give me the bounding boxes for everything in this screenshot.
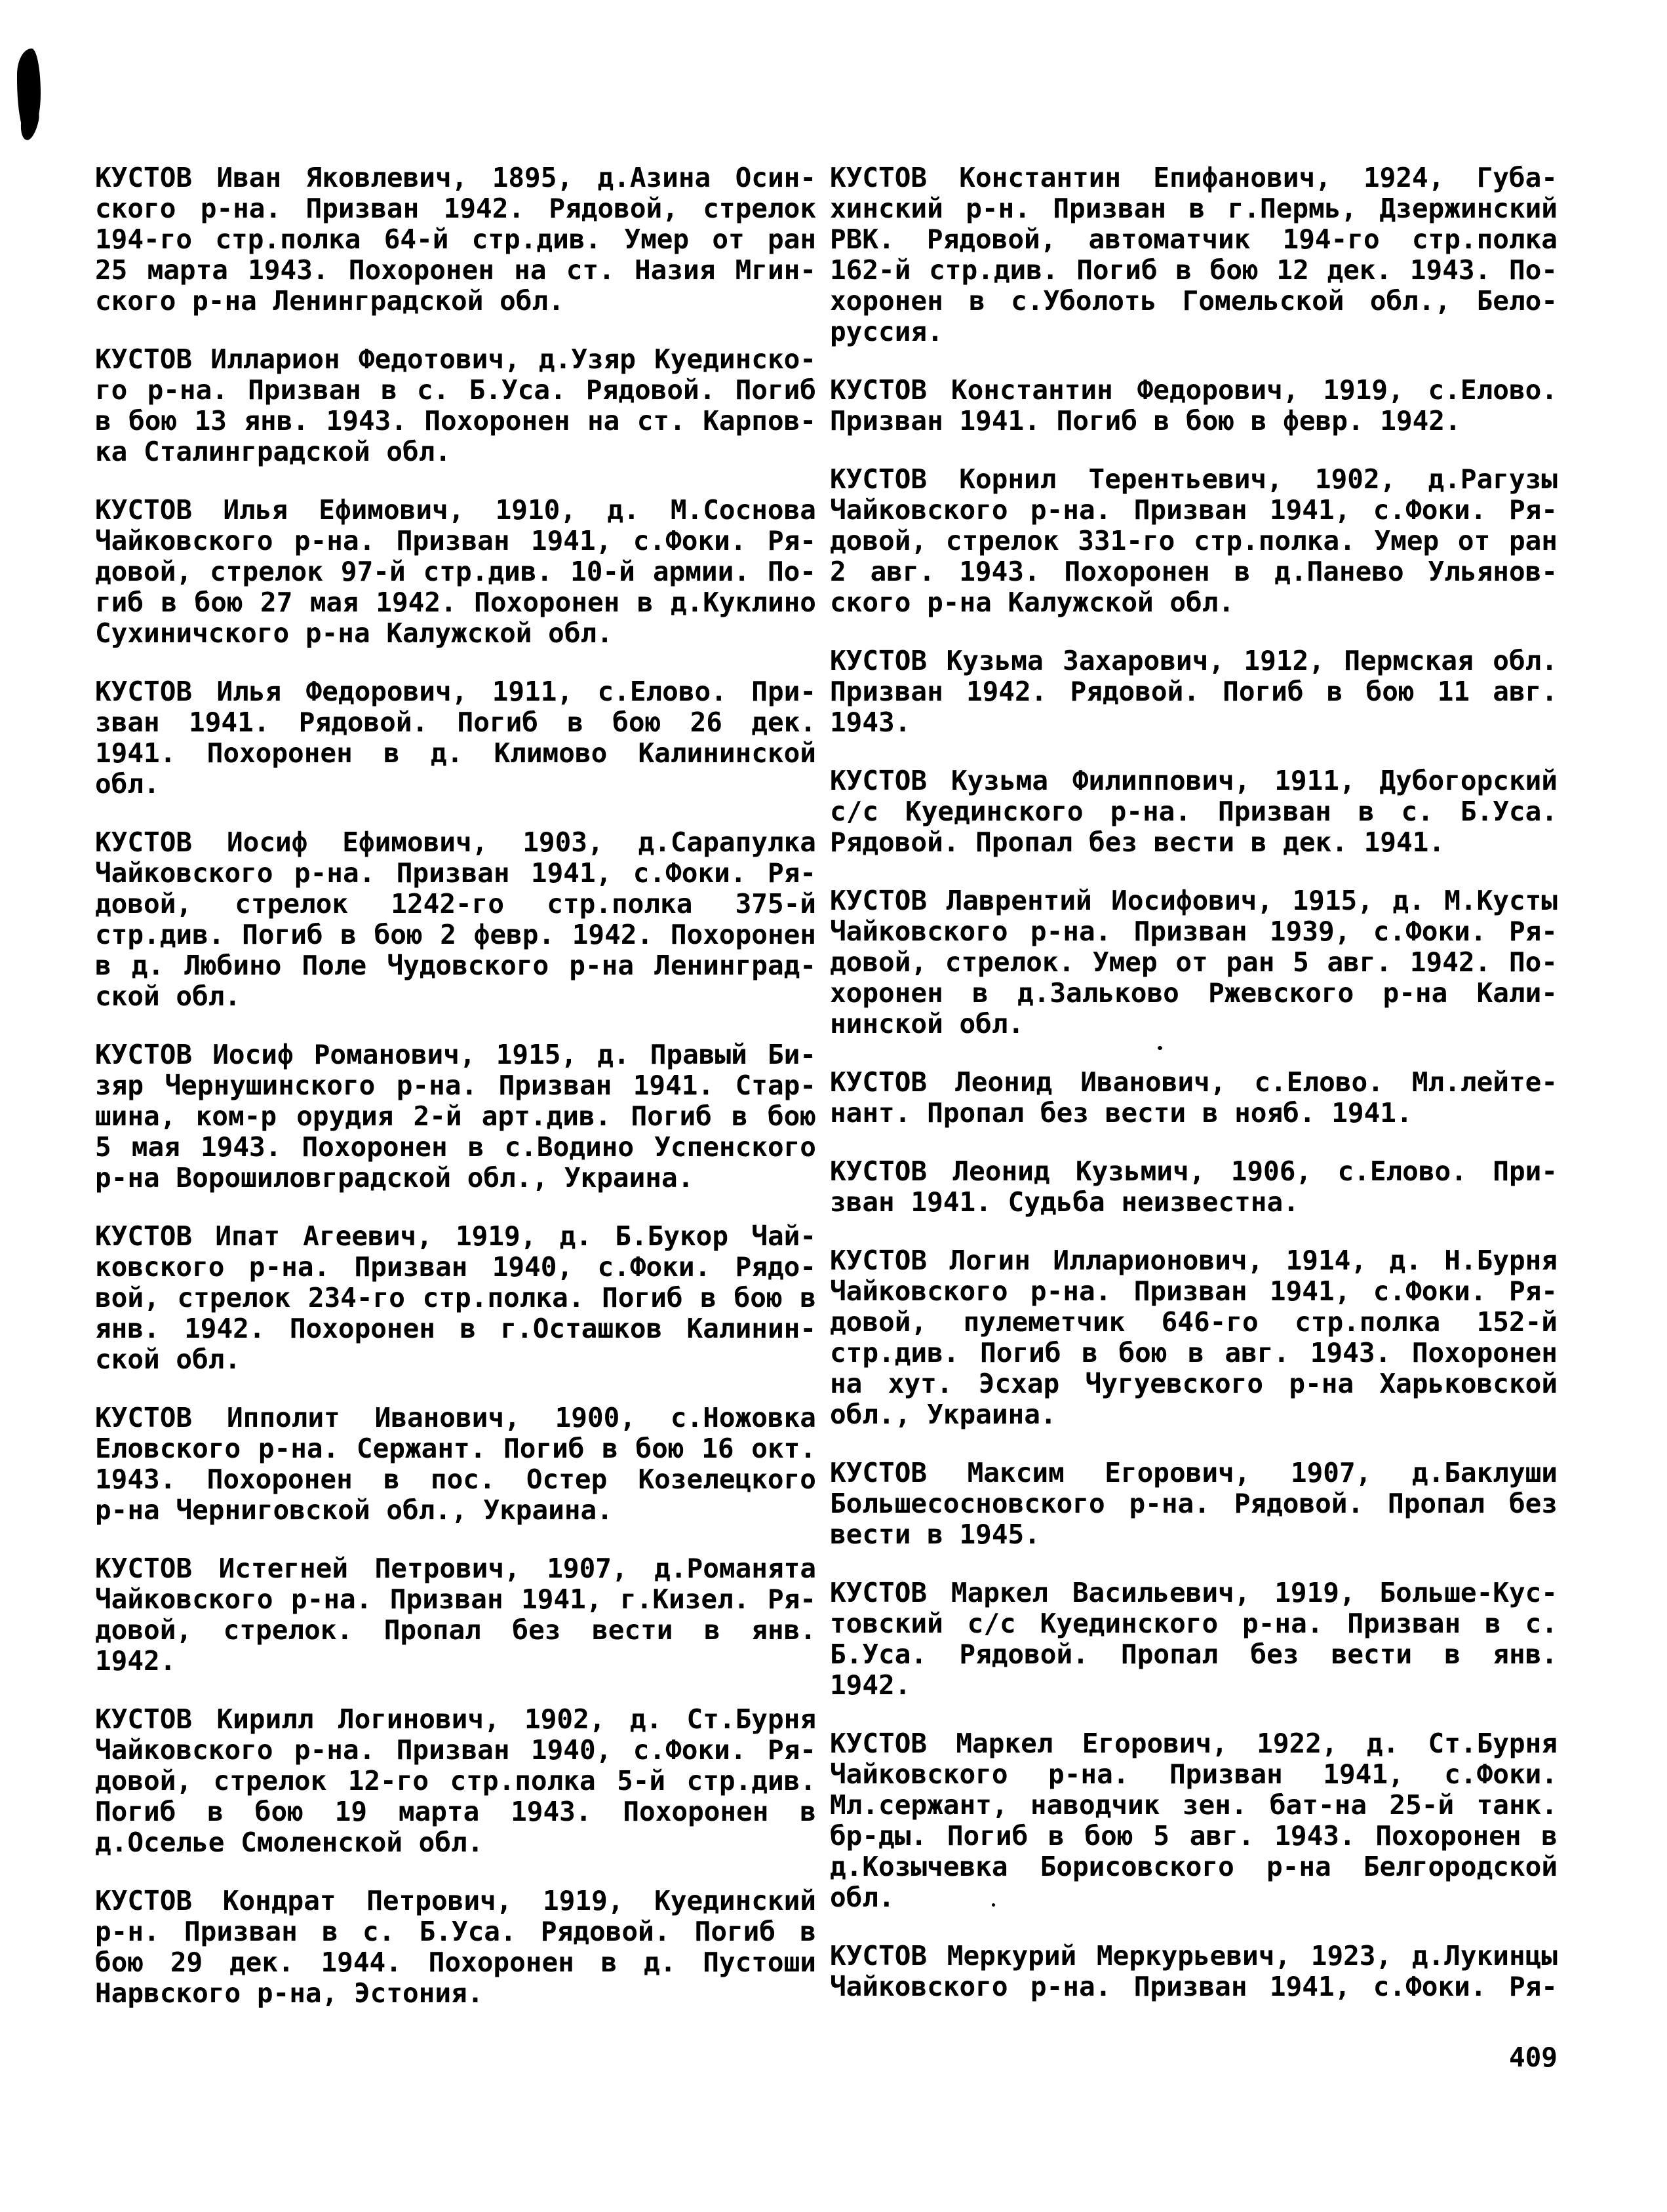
entry-line: Б.Уса. Рядовой. Пропал без вести в янв.	[830, 1639, 1558, 1670]
memorial-entry	[830, 1728, 1558, 1913]
entry-line: Призван 1941. Погиб в бою в февр. 1942.	[830, 405, 1461, 437]
entry-line: ского р-на. Призван 1942. Рядовой, стрелок	[95, 193, 816, 224]
entry-line: довой, стрелок. Пропал без вести в янв.	[95, 1614, 816, 1646]
entry-line: Сухиничского р-на Калужской обл.	[95, 617, 613, 649]
memorial-entry	[830, 766, 1558, 858]
entry-line: КУСТОВ Максим Егорович, 1907, д.Баклуши	[830, 1457, 1558, 1488]
memorial-entry	[830, 646, 1558, 738]
entry-line: КУСТОВ Ипат Агеевич, 1919, д. Б.Букор Чай-	[95, 1220, 816, 1252]
memorial-entry	[830, 1067, 1558, 1129]
entry-line: бр-ды. Погиб в бою 5 авг. 1943. Похоронен в	[830, 1820, 1558, 1852]
entry-line: зван 1941. Рядовой. Погиб в бою 26 дек.	[95, 707, 816, 738]
entry-line: в бою 13 янв. 1943. Похоронен на ст. Карпов-	[95, 405, 816, 437]
entry-line: р-на Ворошиловградской обл., Украина.	[95, 1162, 694, 1193]
memorial-entry	[95, 163, 816, 317]
entry-line: обл., Украина.	[830, 1399, 1057, 1430]
entry-line: бою 29 дек. 1944. Похоронен в д. Пустоши	[95, 1947, 816, 1978]
entry-line: КУСТОВ Илья Федорович, 1911, с.Елово. При-	[95, 676, 816, 707]
memorial-entry	[830, 163, 1558, 347]
entry-line: Погиб в бою 19 марта 1943. Похоронен в	[95, 1796, 816, 1827]
entry-line: руссия.	[830, 316, 943, 347]
entry-line: КУСТОВ Кузьма Филиппович, 1911, Дубогорский	[830, 765, 1558, 796]
entry-line: КУСТОВ Лаврентий Иосифович, 1915, д. М.Кусты	[830, 885, 1558, 916]
entry-line: Чайковского р-на. Призван 1941, г.Кизел. Ря-	[95, 1583, 816, 1615]
entry-line: Мл.сержант, наводчик зен. бат-на 25-й танк.	[830, 1789, 1558, 1821]
memorial-entry	[830, 375, 1558, 437]
memorial-entry	[95, 827, 816, 1012]
entry-line: КУСТОВ Корнил Терентьевич, 1902, д.Рагузы	[830, 463, 1558, 495]
entry-line: КУСТОВ Меркурий Меркурьевич, 1923, д.Лукинцы	[830, 1940, 1558, 1971]
entry-line: ка Сталинградской обл.	[95, 436, 452, 467]
entry-line: зван 1941. Судьба неизвестна.	[830, 1186, 1299, 1218]
entry-line: го р-на. Призван в с. Б.Уса. Рядовой. Погиб	[95, 374, 816, 406]
entry-line: 5 мая 1943. Похоронен в с.Водино Успенского	[95, 1131, 816, 1163]
entry-line: 25 марта 1943. Похоронен на ст. Назия Мгин-	[95, 254, 816, 286]
memorial-entry	[95, 1403, 816, 1526]
entry-line: стр.див. Погиб в бою 2 февр. 1942. Похоронен	[95, 919, 816, 950]
entry-line: довой, стрелок 12-го стр.полка 5-й стр.див.	[95, 1765, 816, 1796]
entry-line: 162-й стр.див. Погиб в бою 12 дек. 1943. По-	[830, 254, 1558, 286]
entry-line: хинский р-н. Призван в г.Пермь, Дзержинский	[830, 193, 1558, 224]
entry-line: довой, стрелок 1242-го стр.полка 375-й	[95, 888, 816, 920]
entry-line: д.Оселье Смоленской обл.	[95, 1827, 484, 1858]
entry-line: нинской обл.	[830, 1008, 1025, 1039]
entry-line: Чайковского р-на. Призван 1939, с.Фоки. Ря-	[830, 916, 1558, 947]
memorial-entry	[95, 676, 816, 800]
ink-smudge-artifact	[17, 49, 41, 135]
entry-line: вой, стрелок 234-го стр.полка. Погиб в бою в	[95, 1282, 816, 1313]
entry-line: 2 авг. 1943. Похоронен в д.Панево Ульянов-	[830, 556, 1558, 587]
memorial-entry	[830, 1578, 1558, 1701]
entry-line: КУСТОВ Леонид Иванович, с.Елово. Мл.лейте-	[830, 1066, 1558, 1098]
entry-line: КУСТОВ Илья Ефимович, 1910, д. М.Соснова	[95, 494, 816, 526]
memorial-entry	[95, 495, 816, 649]
entry-line: Чайковского р-на. Призван 1941, с.Фоки. Ря-	[95, 525, 816, 556]
memorial-entry	[95, 1553, 816, 1677]
entry-line: Чайковского р-на. Призван 1941, с.Фоки. Ря-	[830, 1971, 1558, 2002]
entry-line: ского р-на Калужской обл.	[830, 587, 1235, 618]
entry-line: Рядовой. Пропал без вести в дек. 1941.	[830, 826, 1445, 858]
entry-line: довой, стрелок. Умер от ран 5 авг. 1942. По-	[830, 946, 1558, 978]
entry-line: КУСТОВ Ипполит Иванович, 1900, с.Ножовка	[95, 1402, 816, 1433]
entry-line: Чайковского р-на. Призван 1941, с.Фоки. Ря-	[830, 494, 1558, 526]
entry-line: 1942.	[830, 1669, 911, 1701]
entry-line: товский с/с Куединского р-на. Призван в с.	[830, 1608, 1558, 1639]
entry-line: Еловского р-на. Сержант. Погиб в бою 16 окт.	[95, 1433, 816, 1464]
entry-line: КУСТОВ Иосиф Ефимович, 1903, д.Сарапулка	[95, 826, 816, 858]
entry-line: нант. Пропал без вести в нояб. 1941.	[830, 1097, 1413, 1129]
entry-line: р-на Черниговской обл., Украина.	[95, 1494, 613, 1526]
entry-line: КУСТОВ Логин Илларионович, 1914, д. Н.Бурня	[830, 1245, 1558, 1276]
entry-line: зяр Чернушинского р-на. Призван 1941. Стар-	[95, 1070, 816, 1101]
entry-line: в д. Любино Поле Чудовского р-на Ленинград-	[95, 950, 816, 981]
entry-line: шина, ком-р орудия 2-й арт.див. Погиб в бою	[95, 1100, 816, 1132]
page-number: 409	[1508, 2042, 1558, 2073]
entry-line: Призван 1942. Рядовой. Погиб в бою 11 авг.	[830, 676, 1558, 707]
memorial-entry	[830, 1458, 1558, 1550]
entry-line: хоронен в д.Зальково Ржевского р-на Кали-	[830, 977, 1558, 1009]
entry-line: стр.див. Погиб в бою в авг. 1943. Похоронен	[830, 1337, 1558, 1368]
entry-line: д.Козычевка Борисовского р-на Белгородской	[830, 1851, 1558, 1882]
entry-line: с/с Куединского р-на. Призван в с. Б.Уса.	[830, 796, 1558, 827]
entry-line: КУСТОВ Иван Яковлевич, 1895, д.Азина Осин-	[95, 162, 816, 193]
entry-line: ского р-на Ленинградской обл.	[95, 285, 564, 317]
memorial-entry	[95, 344, 816, 467]
entry-line: РВК. Рядовой, автоматчик 194-го стр.полка	[830, 223, 1558, 255]
memorial-entry	[95, 1221, 816, 1375]
entry-line: КУСТОВ Леонид Кузьмич, 1906, с.Елово. При-	[830, 1155, 1558, 1187]
entry-line: янв. 1942. Похоронен в г.Осташков Калинин-	[95, 1313, 816, 1344]
entry-line: хоронен в с.Уболоть Гомельской обл., Бело-	[830, 285, 1558, 317]
memorial-entry	[830, 1156, 1558, 1218]
entry-line: 1943. Похоронен в пос. Остер Козелецкого	[95, 1464, 816, 1495]
entry-line: Большесосновского р-на. Рядовой. Пропал без	[830, 1488, 1558, 1519]
entry-line: на хут. Эсхар Чугуевского р-на Харьковской	[830, 1368, 1558, 1399]
entry-line: довой, стрелок 97-й стр.див. 10-й армии. По-	[95, 556, 816, 587]
entry-line: 194-го стр.полка 64-й стр.див. Умер от ран	[95, 223, 816, 255]
entry-line: р-н. Призван в с. Б.Уса. Рядовой. Погиб в	[95, 1916, 816, 1947]
entry-line: Чайковского р-на. Призван 1941, с.Фоки. Ря-	[95, 857, 816, 889]
memorial-entry	[830, 1941, 1558, 2002]
entry-line: 1942.	[95, 1645, 176, 1677]
memorial-entry	[830, 464, 1558, 618]
entry-line: КУСТОВ Кирилл Логинович, 1902, д. Ст.Бурня	[95, 1703, 816, 1735]
entry-line: Чайковского р-на. Призван 1941, с.Фоки. Ря-	[830, 1275, 1558, 1307]
entry-line: Нарвского р-на, Эстония.	[95, 1977, 484, 2009]
entry-line: довой, стрелок 331-го стр.полка. Умер от ран	[830, 525, 1558, 556]
memorial-entry	[95, 1039, 816, 1193]
entry-line: ской обл.	[95, 980, 241, 1012]
memorial-entry	[830, 1245, 1558, 1430]
entry-line: КУСТОВ Константин Епифанович, 1924, Губа-	[830, 162, 1558, 193]
entry-line: КУСТОВ Истегней Петрович, 1907, д.Романята	[95, 1553, 816, 1584]
text-column-left	[95, 163, 816, 2036]
entry-line: КУСТОВ Константин Федорович, 1919, с.Елово.	[830, 374, 1558, 406]
entry-line: КУСТОВ Илларион Федотович, д.Узяр Куединско-	[95, 343, 816, 375]
entry-line: КУСТОВ Маркел Васильевич, 1919, Больше-Кус-	[830, 1577, 1558, 1608]
entry-line: ковского р-на. Призван 1940, с.Фоки. Рядо-	[95, 1251, 816, 1283]
entry-line: КУСТОВ Маркел Егорович, 1922, д. Ст.Бурня	[830, 1728, 1558, 1759]
entry-line: ской обл.	[95, 1344, 241, 1375]
entry-line: КУСТОВ Кузьма Захарович, 1912, Пермская обл.	[830, 645, 1558, 676]
entry-line: гиб в бою 27 мая 1942. Похоронен в д.Куклино	[95, 587, 816, 618]
entry-line: обл.	[95, 768, 160, 800]
memorial-entry	[830, 885, 1558, 1039]
entry-line: Чайковского р-на. Призван 1941, с.Фоки.	[830, 1758, 1558, 1790]
entry-line: обл.	[830, 1882, 895, 1913]
entry-line: довой, пулеметчик 646-го стр.полка 152-й	[830, 1306, 1558, 1338]
memorial-entry	[95, 1886, 816, 2009]
entry-line: КУСТОВ Кондрат Петрович, 1919, Куединский	[95, 1885, 816, 1916]
memorial-entry	[95, 1704, 816, 1858]
entry-line: КУСТОВ Иосиф Романович, 1915, д. Правый Би-	[95, 1039, 816, 1070]
entry-line: 1941. Похоронен в д. Климово Калининской	[95, 737, 816, 769]
entry-line: вести в 1945.	[830, 1519, 1040, 1550]
text-column-right	[830, 163, 1558, 2030]
entry-line: 1943.	[830, 707, 911, 738]
entry-line: Чайковского р-на. Призван 1940, с.Фоки. Ря-	[95, 1734, 816, 1766]
